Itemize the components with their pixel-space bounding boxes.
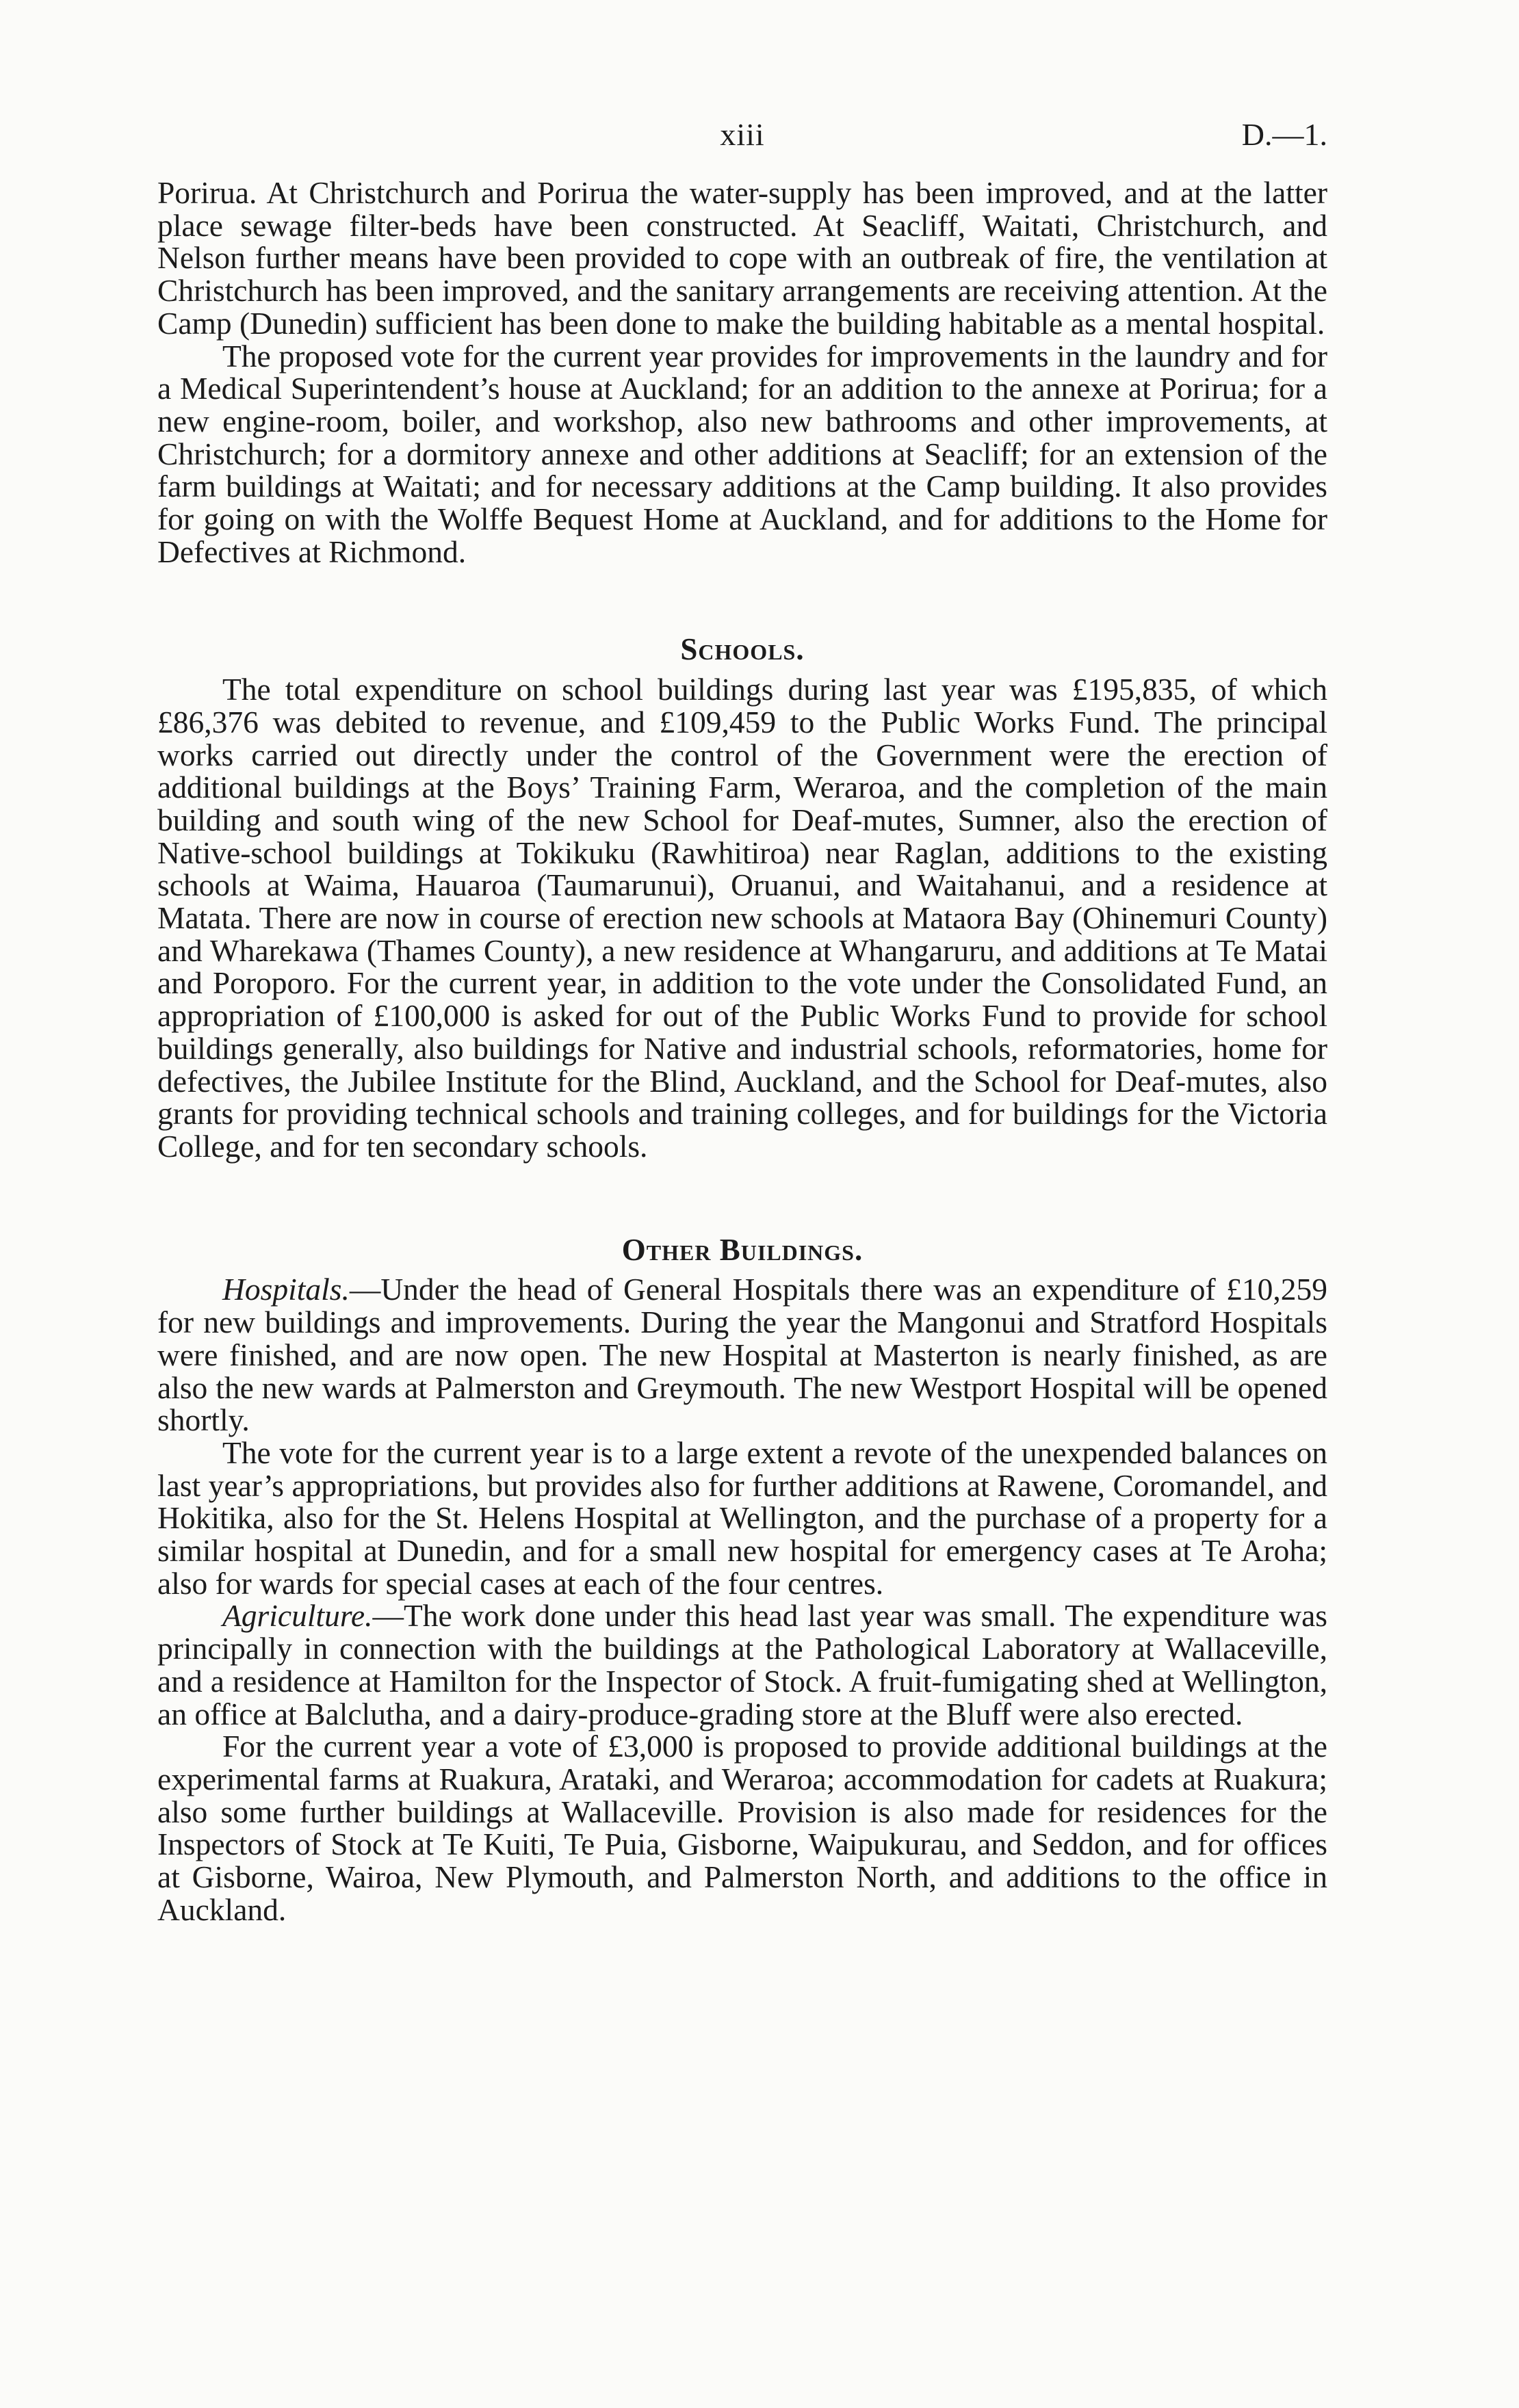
hospitals-vote-paragraph: The vote for the current year is to a large extent a revote of the unexpended balances on last year’s appropriations, but provides also for further additions at Rawene, Coromandel, and Hokitika, also for the St. Helens Hospital at Wellington, and the purchase of a property for a similar hospital at Dunedin, and for a small new hospital for emergency cases at Te Aroha; also for wards for special cases at each of the four centres. <box>157 1435 1327 1601</box>
agriculture-paragraph-text: —The work done under this head last year was small. The expenditure was principally in connection with the buildings at the Pathological Laboratory at Wallaceville, and a residence at Hamilton for the Inspector of Stock. A fruit-fumigating shed at Wellington, an office at Balclutha, and a dairy-produce-grading store at the Bluff were also erected. <box>157 1598 1327 1731</box>
page-header <box>157 103 1327 150</box>
page-body <box>157 176 1327 1926</box>
schools-paragraph: The total expenditure on school buildings during last year was £195,835, of which £86,376 was debited to revenue, and £109,459 to the Public Works Fund. The principal works carried out directly under the control of the Government were the erection of additional buildings at the Boys’ Training Farm, Weraroa, and the completion of the main building and south wing of the new School for Deaf-mutes, Sumner, also the erection of Native-school buildings at Tokikuku (Rawhitiroa) near Raglan, additions to the existing schools at Waima, Hauaroa (Taumarunui), Oruanui, and Waitahanui, and a residence at Matata. There are now in course of erection new schools at Mataora Bay (Ohinemuri County) and Wharekawa (Thames County), a new residence at Whangaruru, and additions at Te Matai and Poroporo. For the current year, in addition to the vote under the Consolidated Fund, an appropriation of £100,000 is asked for out of the Public Works Fund to provide for school buildings generally, also buildings for Native and industrial schools, reformatories, home for defectives, the Jubilee Institute for the Blind, Auckland, and the School for Deaf-mutes, also grants for providing technical schools and training colleges, and for buildings for the Victoria College, and for ten secondary schools. <box>157 672 1327 1164</box>
hospitals-paragraph <box>157 1273 1327 1437</box>
hospitals-run-in-heading: Hospitals. <box>222 1272 350 1307</box>
agriculture-paragraph <box>157 1599 1327 1730</box>
page-number: xiii <box>720 117 765 152</box>
intro-paragraph-continuation: Porirua. At Christchurch and Porirua the water-supply has been improved, and at the latter place sewage filter-beds have been constructed. At Seacliff, Waitati, Christchurch, and Nelson further means have been provided to cope with an outbreak of fire, the ventilation at Christchurch has been improved, and the sanitary arrangements are receiving attention. At the Camp (Dunedin) sufficient has been done to make the building habitable as a mental hospital. <box>157 175 1327 341</box>
section-heading-other-buildings: Other Buildings. <box>621 1232 864 1267</box>
document-reference: D.—1. <box>1241 117 1327 152</box>
agriculture-vote-paragraph: For the current year a vote of £3,000 is proposed to provide additional buildings at the experimental farms at Ruakura, Arataki, and Weraroa; accommodation for cadets at Ruakura; also some further buildings at Wallaceville. Provision is also made for residences for the Inspectors of Stock at Te Kuiti, Te Puia, Gisborne, Waipukurau, and Seddon, and for offices at Gisborne, Wairoa, New Plymouth, and Palmerston North, and additions to the office in Auckland. <box>157 1729 1327 1927</box>
intro-paragraph-proposed-vote: The proposed vote for the current year provides for improvements in the laundry and for a Medical Superintendent’s house at Auckland; for an addition to the annexe at Porirua; for a new engine-room, boiler, and workshop, also new bathrooms and other improvements, at Christchurch; for a dormitory annexe and other additions at Seacliff; for an extension of the farm buildings at Waitati; and for necessary additions at the Camp building. It also provides for going on with the Wolffe Bequest Home at Auckland, and for additions to the Home for Defectives at Richmond. <box>157 338 1327 569</box>
hospitals-paragraph-text: —Under the head of General Hospitals there was an expenditure of £10,259 for new buildings and improvements. During the year the Mangonui and Stratford Hospitals were finished, and are now open. The new Hospital at Masterton is nearly finished, as are also the new wards at Palmerston and Greymouth. The new Westport Hospital will be opened shortly. <box>157 1272 1327 1438</box>
section-heading-schools: Schools. <box>680 632 805 667</box>
agriculture-run-in-heading: Agriculture. <box>222 1598 373 1634</box>
